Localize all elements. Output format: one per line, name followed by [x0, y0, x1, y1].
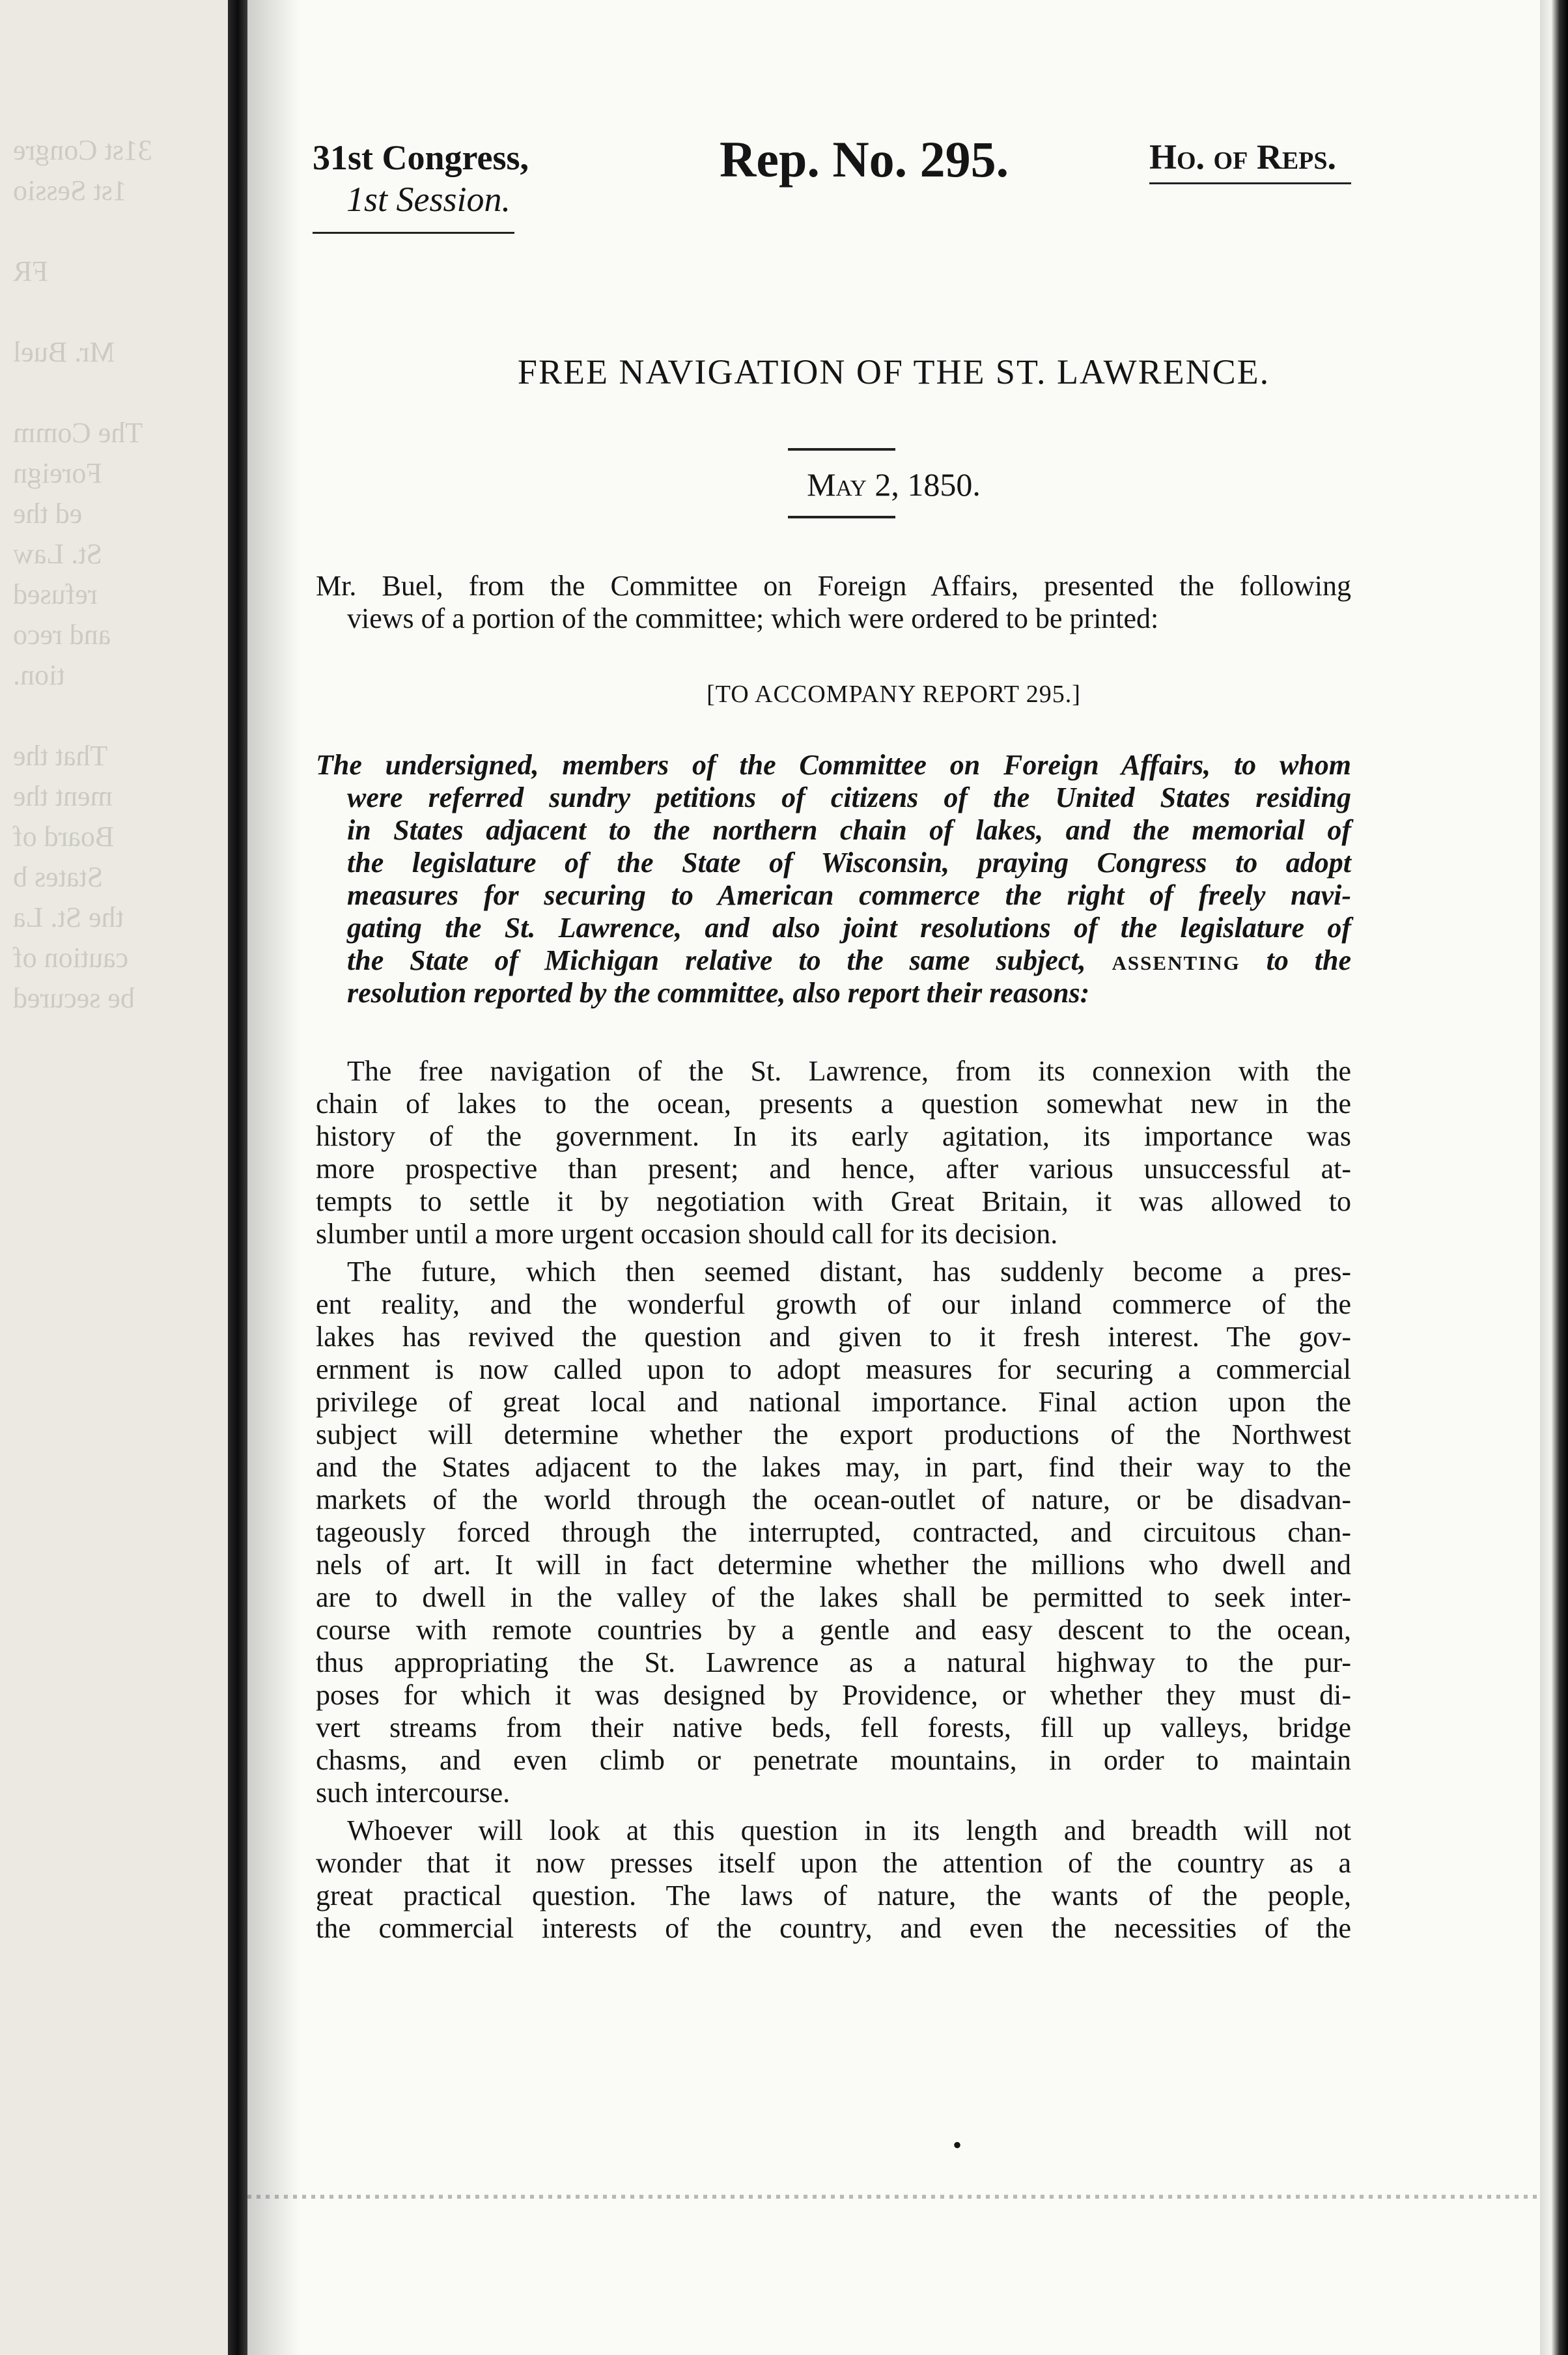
body-line: course with remote countries by a gentle and easy descent to the ocean,	[316, 1614, 1351, 1646]
bleed-through-line: ment the	[13, 780, 113, 812]
body-line: more prospective than present; and hence, after various unsuccessful at-	[316, 1153, 1351, 1185]
preamble-line: were referred sundry petitions of citizens of the United States residing	[347, 782, 1351, 813]
body-line: are to dwell in the valley of the lakes shall be permitted to seek inter-	[316, 1581, 1351, 1613]
accompany-note: [TO ACCOMPANY REPORT 295.]	[707, 681, 1081, 708]
page-edge-right	[1540, 0, 1568, 2355]
bleed-through-line: be secured	[13, 982, 135, 1014]
preamble-line: The undersigned, members of the Committee on Foreign Affairs, to whom	[316, 749, 1351, 781]
intro-line: views of a portion of the committee; which were ordered to be printed:	[347, 602, 1159, 634]
preamble-line-tail: to the	[1240, 944, 1352, 976]
bleed-through-line	[13, 211, 228, 251]
bleed-through-line: Foreign	[13, 457, 102, 489]
intro-line: Mr. Buel, from the Committee on Foreign Affairs, presented the following	[316, 570, 1351, 602]
bleed-through-line: ed the	[13, 498, 83, 529]
previous-page-edge	[0, 0, 234, 2355]
book-gutter	[228, 0, 247, 2355]
body-line: markets of the world through the ocean-outlet of nature, or be disadvan-	[316, 1484, 1351, 1516]
body-line: great practical question. The laws of nature, the wants of the people,	[316, 1880, 1351, 1911]
report-body	[316, 1055, 1351, 1945]
bleed-through-line	[13, 373, 228, 413]
body-line: The free navigation of the St. Lawrence, from its connexion with the	[347, 1055, 1351, 1087]
preamble-line: the legislature of the State of Wisconsin, praying Congress to adopt	[347, 847, 1351, 879]
preamble-line-assenting	[316, 944, 1351, 977]
bleed-through-line: refused	[13, 578, 98, 610]
body-line: such intercourse.	[316, 1777, 511, 1809]
intro-paragraph	[316, 570, 1351, 635]
assenting-word: assenting	[1112, 944, 1240, 976]
bleed-through-line: FR	[13, 255, 48, 287]
document-title: FREE NAVIGATION OF THE ST. LAWRENCE.	[517, 352, 1270, 391]
preamble-line: resolution reported by the committee, also report their reasons:	[347, 977, 1090, 1009]
preamble-line: in States adjacent to the northern chain of lakes, and the memorial of	[347, 814, 1351, 846]
bleed-through-line: The Comm	[13, 417, 143, 449]
body-line: chain of lakes to the ocean, presents a question somewhat new in the	[316, 1088, 1351, 1120]
body-line: slumber until a more urgent occasion should call for its decision.	[316, 1218, 1058, 1250]
body-line: vert streams from their native beds, fell forests, fill up valleys, bridge	[316, 1712, 1351, 1743]
house-label: Ho. of Reps.	[1149, 137, 1337, 176]
body-line: privilege of great local and national importance. Final action upon the	[316, 1386, 1351, 1418]
bleed-through-line: States b	[13, 861, 104, 893]
header-rule-right	[1149, 182, 1351, 184]
preamble-line: gating the St. Lawrence, and also joint resolutions of the legislature of	[347, 912, 1351, 944]
body-line: poses for which it was designed by Providence, or whether they must di-	[316, 1679, 1351, 1711]
congress-label: 31st Congress,	[313, 138, 529, 177]
body-line: chasms, and even climb or penetrate mountains, in order to maintain	[316, 1744, 1351, 1776]
bleed-through-line: Mr. Buel	[13, 336, 115, 368]
preamble-line-text: the State of Michigan relative to the same subject,	[347, 944, 1086, 976]
bleed-through-line: caution of	[13, 942, 129, 974]
body-paragraph	[316, 1814, 1351, 1945]
page-edge-bottom	[247, 2195, 1540, 2199]
body-line: wonder that it now presses itself upon the attention of the country as a	[316, 1847, 1351, 1879]
bleed-through-text	[13, 130, 228, 1019]
preamble-paragraph	[316, 749, 1351, 1009]
date-rule	[788, 516, 895, 518]
body-line: tempts to settle it by negotiation with Great Britain, it was allowed to	[316, 1185, 1351, 1217]
session-label: 1st Session.	[346, 180, 511, 219]
bleed-through-line: Board of	[13, 821, 115, 853]
body-line: subject will determine whether the export productions of the Northwest	[316, 1418, 1351, 1450]
bleed-through-line: tion.	[13, 659, 65, 691]
document-date: May 2, 1850.	[807, 466, 981, 503]
body-line: Whoever will look at this question in its length and breadth will not	[347, 1814, 1351, 1846]
report-number: Rep. No. 295.	[720, 131, 1009, 188]
body-paragraph	[316, 1055, 1351, 1250]
title-rule	[788, 448, 895, 451]
congress-session-header	[313, 137, 529, 234]
header-rule-left	[313, 232, 514, 234]
body-line: history of the government. In its early agitation, its importance was	[316, 1120, 1351, 1152]
body-line: The future, which then seemed distant, has suddenly become a pres-	[347, 1256, 1351, 1288]
body-line: tageously forced through the interrupted, contracted, and circuitous chan-	[316, 1516, 1351, 1548]
body-line: lakes has revived the question and given to it fresh interest. The gov-	[316, 1321, 1351, 1353]
body-line: the commercial interests of the country, and even the necessities of the	[316, 1912, 1351, 1944]
body-line: nels of art. It will in fact determine whether the millions who dwell and	[316, 1549, 1351, 1581]
bleed-through-line: the St. La	[13, 901, 124, 933]
bleed-through-line: 1st Sessio	[13, 175, 127, 206]
bleed-through-line: 31st Congre	[13, 134, 152, 166]
house-header	[1149, 137, 1351, 184]
body-paragraph	[316, 1256, 1351, 1809]
body-line: ernment is now called upon to adopt measures for securing a commercial	[316, 1353, 1351, 1385]
body-line: thus appropriating the St. Lawrence as a natural highway to the pur-	[316, 1646, 1351, 1678]
body-line: ent reality, and the wonderful growth of our inland commerce of the	[316, 1288, 1351, 1320]
page-mark: •	[953, 2130, 962, 2160]
body-line: and the States adjacent to the lakes may, in part, find their way to the	[316, 1451, 1351, 1483]
bleed-through-line: and reco	[13, 619, 111, 651]
bleed-through-line	[13, 292, 228, 332]
preamble-line: measures for securing to American commerce the right of freely navi-	[347, 879, 1351, 911]
bleed-through-line: That the	[13, 740, 108, 772]
bleed-through-line: St. Law	[13, 538, 102, 570]
bleed-through-line	[13, 696, 228, 736]
